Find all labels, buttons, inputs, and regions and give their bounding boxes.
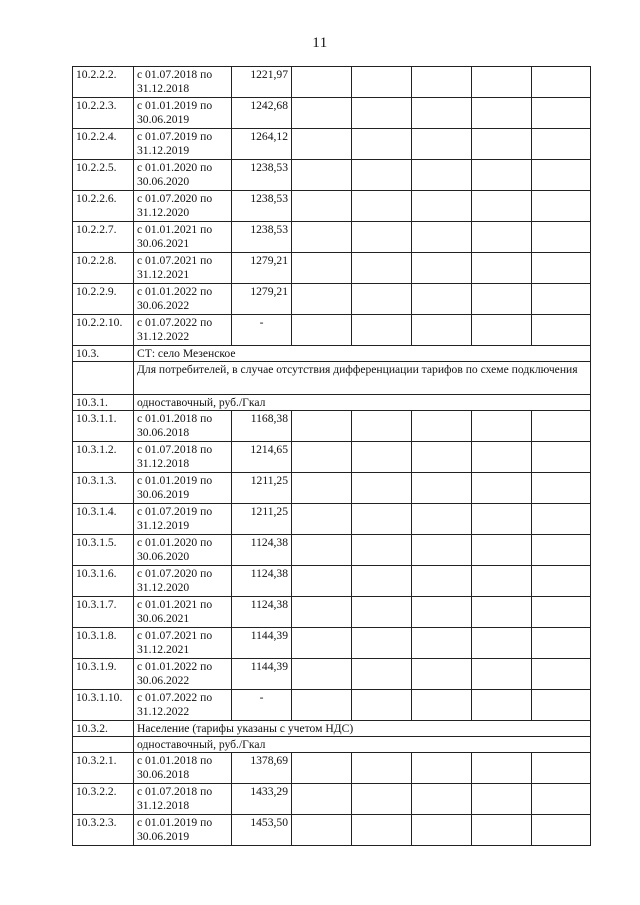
empty-cell [292, 535, 352, 566]
empty-cell [292, 815, 352, 846]
empty-cell [472, 442, 532, 473]
period-cell: с 01.01.2022 по 30.06.2022 [134, 284, 232, 315]
row-number-cell: 10.2.2.10. [73, 315, 134, 346]
empty-cell [292, 659, 352, 690]
empty-cell [472, 411, 532, 442]
tariff-value-cell: 1238,53 [232, 222, 292, 253]
period-cell: с 01.07.2021 по 31.12.2021 [134, 628, 232, 659]
empty-cell [532, 129, 591, 160]
row-number-cell: 10.3.2.3. [73, 815, 134, 846]
tariff-value-cell: 1214,65 [232, 442, 292, 473]
section-row [73, 395, 591, 411]
empty-cell [292, 253, 352, 284]
table-row [73, 473, 591, 504]
table-row [73, 753, 591, 784]
table-row [73, 129, 591, 160]
table-row [73, 659, 591, 690]
empty-cell [472, 784, 532, 815]
empty-cell [472, 315, 532, 346]
period-cell: с 01.01.2019 по 30.06.2019 [134, 473, 232, 504]
empty-cell [292, 98, 352, 129]
period-cell: с 01.01.2021 по 30.06.2021 [134, 597, 232, 628]
empty-cell [532, 690, 591, 721]
period-cell: с 01.01.2020 по 30.06.2020 [134, 535, 232, 566]
empty-cell [472, 566, 532, 597]
period-cell: с 01.07.2022 по 31.12.2022 [134, 315, 232, 346]
table-row [73, 535, 591, 566]
empty-cell [412, 222, 472, 253]
row-number-cell: 10.3.1.10. [73, 690, 134, 721]
tariff-value-cell: 1279,21 [232, 253, 292, 284]
empty-cell [292, 129, 352, 160]
period-cell: с 01.07.2019 по 31.12.2019 [134, 504, 232, 535]
table-row [73, 784, 591, 815]
period-cell: с 01.01.2018 по 30.06.2018 [134, 411, 232, 442]
empty-cell [412, 566, 472, 597]
empty-cell [412, 160, 472, 191]
row-number-cell: 10.3. [73, 346, 134, 362]
empty-cell [532, 98, 591, 129]
empty-cell [352, 504, 412, 535]
tariff-value-cell: 1211,25 [232, 473, 292, 504]
empty-cell [532, 535, 591, 566]
empty-cell [292, 160, 352, 191]
table-row [73, 67, 591, 98]
row-number-cell: 10.3.2.1. [73, 753, 134, 784]
section-row [73, 346, 591, 362]
empty-cell [472, 815, 532, 846]
table-row [73, 411, 591, 442]
tariff-table [72, 66, 591, 846]
row-number-cell: 10.2.2.3. [73, 98, 134, 129]
period-cell: с 01.01.2020 по 30.06.2020 [134, 160, 232, 191]
empty-cell [412, 98, 472, 129]
table-row [73, 253, 591, 284]
empty-cell [292, 753, 352, 784]
empty-cell [352, 315, 412, 346]
empty-cell [472, 67, 532, 98]
empty-cell [292, 690, 352, 721]
empty-cell [292, 473, 352, 504]
empty-cell [472, 504, 532, 535]
empty-cell [472, 628, 532, 659]
empty-cell [412, 753, 472, 784]
row-number-cell: 10.3.1.2. [73, 442, 134, 473]
row-number-cell: 10.3.1.1. [73, 411, 134, 442]
period-cell: с 01.01.2019 по 30.06.2019 [134, 98, 232, 129]
period-cell: с 01.01.2019 по 30.06.2019 [134, 815, 232, 846]
tariff-value-cell: 1238,53 [232, 191, 292, 222]
empty-cell [532, 473, 591, 504]
table-row [73, 628, 591, 659]
empty-cell [412, 628, 472, 659]
empty-cell [352, 253, 412, 284]
empty-cell [352, 597, 412, 628]
empty-cell [412, 815, 472, 846]
tariff-value-cell: 1378,69 [232, 753, 292, 784]
empty-cell [352, 98, 412, 129]
empty-cell [412, 784, 472, 815]
empty-cell [292, 315, 352, 346]
period-cell: с 01.01.2022 по 30.06.2022 [134, 659, 232, 690]
row-number-cell: 10.2.2.5. [73, 160, 134, 191]
empty-cell [412, 442, 472, 473]
tariff-value-cell: 1124,38 [232, 535, 292, 566]
tariff-value-cell: 1433,29 [232, 784, 292, 815]
row-number-cell: 10.2.2.6. [73, 191, 134, 222]
period-cell: с 01.07.2022 по 31.12.2022 [134, 690, 232, 721]
row-number-cell: 10.2.2.7. [73, 222, 134, 253]
empty-cell [352, 535, 412, 566]
empty-cell [292, 628, 352, 659]
section-title-cell: Население (тарифы указаны с учетом НДС) [134, 721, 591, 737]
row-number-cell: 10.3.1.9. [73, 659, 134, 690]
row-number-cell: 10.2.2.4. [73, 129, 134, 160]
tariff-value-cell: - [232, 690, 292, 721]
tariff-value-cell: 1124,38 [232, 597, 292, 628]
tariff-value-cell: 1168,38 [232, 411, 292, 442]
empty-cell [472, 222, 532, 253]
empty-cell [412, 284, 472, 315]
empty-cell [352, 442, 412, 473]
empty-cell [412, 253, 472, 284]
empty-cell [472, 690, 532, 721]
table-row [73, 98, 591, 129]
empty-cell [472, 473, 532, 504]
period-cell: с 01.01.2018 по 30.06.2018 [134, 753, 232, 784]
row-number-cell: 10.3.1. [73, 395, 134, 411]
empty-cell [292, 222, 352, 253]
empty-cell [292, 784, 352, 815]
section-title-cell: Для потребителей, в случае отсутствия дифференциации тарифов по схеме подключения [134, 362, 591, 395]
tariff-value-cell: 1144,39 [232, 628, 292, 659]
empty-cell [352, 284, 412, 315]
empty-cell [532, 160, 591, 191]
empty-cell [292, 191, 352, 222]
table-row [73, 315, 591, 346]
row-number-cell: 10.3.2.2. [73, 784, 134, 815]
empty-cell [352, 67, 412, 98]
table-row [73, 222, 591, 253]
page-number: 11 [312, 35, 328, 51]
empty-cell [352, 815, 412, 846]
section-title-cell: СТ: село Мезенское [134, 346, 591, 362]
empty-cell [532, 753, 591, 784]
period-cell: с 01.07.2020 по 31.12.2020 [134, 191, 232, 222]
tariff-value-cell: 1144,39 [232, 659, 292, 690]
empty-cell [352, 191, 412, 222]
row-number-cell [73, 362, 134, 395]
empty-cell [472, 597, 532, 628]
empty-cell [352, 659, 412, 690]
tariff-value-cell: 1238,53 [232, 160, 292, 191]
table-row [73, 690, 591, 721]
empty-cell [532, 659, 591, 690]
empty-cell [532, 504, 591, 535]
period-cell: с 01.07.2018 по 31.12.2018 [134, 442, 232, 473]
empty-cell [292, 67, 352, 98]
table-row [73, 160, 591, 191]
empty-cell [532, 284, 591, 315]
empty-cell [352, 222, 412, 253]
row-number-cell: 10.3.1.8. [73, 628, 134, 659]
empty-cell [472, 98, 532, 129]
empty-cell [472, 284, 532, 315]
empty-cell [412, 473, 472, 504]
table-row [73, 442, 591, 473]
row-number-cell: 10.2.2.8. [73, 253, 134, 284]
empty-cell [472, 659, 532, 690]
empty-cell [472, 160, 532, 191]
empty-cell [412, 315, 472, 346]
empty-cell [532, 253, 591, 284]
period-cell: с 01.07.2021 по 31.12.2021 [134, 253, 232, 284]
row-number-cell: 10.3.1.4. [73, 504, 134, 535]
tariff-value-cell: 1221,97 [232, 67, 292, 98]
tariff-value-cell: 1453,50 [232, 815, 292, 846]
empty-cell [292, 597, 352, 628]
table-row [73, 504, 591, 535]
empty-cell [412, 659, 472, 690]
section-row [73, 362, 591, 395]
row-number-cell: 10.3.2. [73, 721, 134, 737]
empty-cell [292, 284, 352, 315]
table-row [73, 566, 591, 597]
empty-cell [412, 67, 472, 98]
tariff-value-cell: 1279,21 [232, 284, 292, 315]
row-number-cell: 10.3.1.7. [73, 597, 134, 628]
section-row [73, 737, 591, 753]
period-cell: с 01.07.2018 по 31.12.2018 [134, 784, 232, 815]
empty-cell [412, 411, 472, 442]
tariff-value-cell: 1211,25 [232, 504, 292, 535]
empty-cell [292, 411, 352, 442]
empty-cell [412, 129, 472, 160]
section-row [73, 721, 591, 737]
empty-cell [472, 129, 532, 160]
empty-cell [352, 690, 412, 721]
row-number-cell: 10.2.2.9. [73, 284, 134, 315]
tariff-value-cell: - [232, 315, 292, 346]
empty-cell [352, 473, 412, 504]
empty-cell [412, 535, 472, 566]
empty-cell [412, 504, 472, 535]
empty-cell [532, 597, 591, 628]
empty-cell [532, 191, 591, 222]
empty-cell [472, 753, 532, 784]
section-title-cell: одноставочный, руб./Гкал [134, 395, 591, 411]
section-title-cell: одноставочный, руб./Гкал [134, 737, 591, 753]
empty-cell [352, 753, 412, 784]
empty-cell [292, 504, 352, 535]
row-number-cell [73, 737, 134, 753]
empty-cell [352, 784, 412, 815]
empty-cell [352, 628, 412, 659]
empty-cell [472, 191, 532, 222]
tariff-value-cell: 1264,12 [232, 129, 292, 160]
period-cell: с 01.07.2018 по 31.12.2018 [134, 67, 232, 98]
empty-cell [292, 566, 352, 597]
table-row [73, 815, 591, 846]
empty-cell [472, 253, 532, 284]
empty-cell [412, 690, 472, 721]
empty-cell [532, 67, 591, 98]
table-row [73, 284, 591, 315]
empty-cell [352, 566, 412, 597]
period-cell: с 01.07.2020 по 31.12.2020 [134, 566, 232, 597]
row-number-cell: 10.3.1.3. [73, 473, 134, 504]
row-number-cell: 10.3.1.6. [73, 566, 134, 597]
table-row [73, 191, 591, 222]
table-row [73, 597, 591, 628]
empty-cell [352, 129, 412, 160]
empty-cell [532, 784, 591, 815]
empty-cell [532, 222, 591, 253]
empty-cell [532, 815, 591, 846]
empty-cell [472, 535, 532, 566]
empty-cell [532, 411, 591, 442]
empty-cell [532, 315, 591, 346]
period-cell: с 01.07.2019 по 31.12.2019 [134, 129, 232, 160]
empty-cell [532, 628, 591, 659]
row-number-cell: 10.3.1.5. [73, 535, 134, 566]
tariff-value-cell: 1242,68 [232, 98, 292, 129]
empty-cell [412, 191, 472, 222]
tariff-value-cell: 1124,38 [232, 566, 292, 597]
empty-cell [532, 442, 591, 473]
empty-cell [292, 442, 352, 473]
empty-cell [352, 411, 412, 442]
row-number-cell: 10.2.2.2. [73, 67, 134, 98]
empty-cell [352, 160, 412, 191]
period-cell: с 01.01.2021 по 30.06.2021 [134, 222, 232, 253]
empty-cell [532, 566, 591, 597]
empty-cell [412, 597, 472, 628]
